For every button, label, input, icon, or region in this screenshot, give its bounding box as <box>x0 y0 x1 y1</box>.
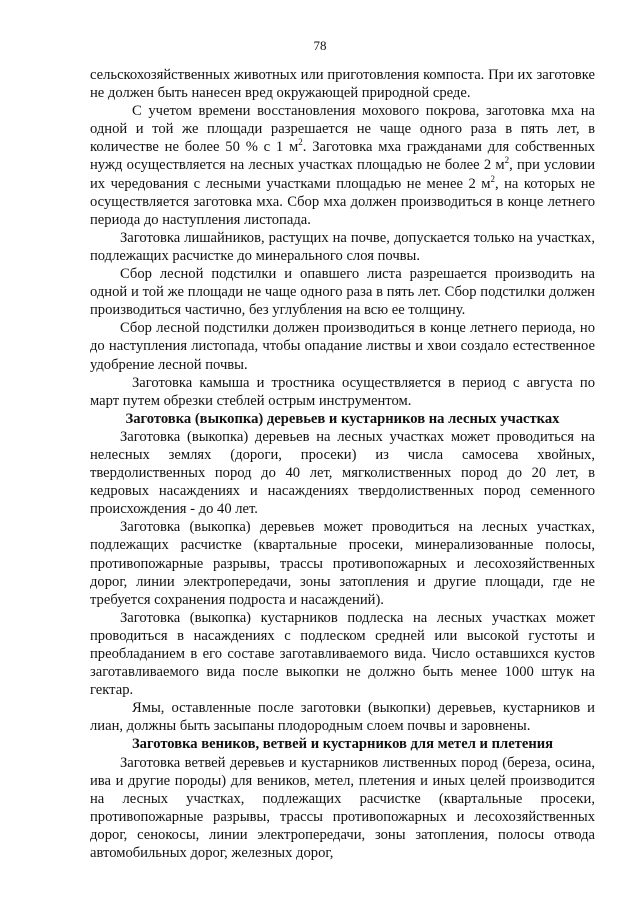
text-fragment: , на которых не осуществляется заготовка мха. Сбор мха должен производиться в конце летнего периода до наступления листопада. <box>90 175 595 228</box>
text-fragment: , при условии их чередования с лесными участками площадью не менее 2 м <box>90 157 596 192</box>
section-heading: Заготовка веников, ветвей и кустарников для метел и плетения <box>131 736 554 753</box>
paragraph: сельскохозяйственных животных или приготовления компоста. При их заготовке не должен быть нанесен вред окружающей природной среде. <box>90 67 595 102</box>
paragraph: Заготовка камыша и тростника осуществляется в период с августа по март путем обрезки стеблей острым инструментом. <box>90 374 595 409</box>
paragraph: Сбор лесной подстилки должен производиться в конце летнего периода, но до наступления листопада, чтобы опадание листвы и хвои создало естественное удобрение лесной почвы. <box>90 320 595 373</box>
page-body <box>90 66 595 862</box>
superscript: 2 <box>504 155 510 166</box>
superscript: 2 <box>490 173 495 184</box>
text-fragment: . Заготовка мха гражданами для собственных нужд осуществляется на лесных участках площадью не более 2 м <box>90 139 596 174</box>
paragraph: Заготовка лишайников, растущих на почве, допускается только на участках, подлежащих расчистке до минерального слоя почвы. <box>90 229 595 264</box>
superscript: 2 <box>298 137 303 148</box>
paragraph: Ямы, оставленные после заготовки (выкопки) деревьев, кустарников и лиан, должны быть засыпаны плодородным слоем почвы и заровнены. <box>90 700 595 735</box>
text-fragment: С учетом времени восстановления мохового покрова, заготовка мха на одной и той же площади разрешается не чаще одного раза в пять лет, в количестве не более 50 % с 1 м <box>90 103 595 156</box>
paragraph-moss <box>90 102 595 229</box>
paragraph: Заготовка (выкопка) кустарников подлеска на лесных участках может проводиться в насаждениях с подлеском средней или высокой густоты и преобладанием в его составе заготавливаемого вида. Число оставшихся кустов заготавливаемого вида после выкопки не должно быть менее 1000 штук на гектар. <box>90 609 595 699</box>
section-heading: Заготовка (выкопка) деревьев и кустарников на лесных участках <box>125 410 560 427</box>
paragraph: Сбор лесной подстилки и опавшего листа разрешается производить на одной и той же площади не чаще одного раза в пять лет. Сбор подстилки должен производиться частично, без углубления на всю ее толщину. <box>90 266 595 319</box>
paragraph: Заготовка (выкопка) деревьев на лесных участках может проводиться на нелесных землях (дороги, просеки) из числа самосева хвойных, твердолиственных пород до 40 лет, мягколиственных пород до 20 лет, в кедровых насаждениях и насаждениях твердолиственных пород семенного происхождения - до 40 лет. <box>90 428 595 518</box>
paragraph: Заготовка ветвей деревьев и кустарников лиственных пород (береза, осина, ива и другие породы) для веников, метел, плетения и иных целей производится на лесных участках, подлежащих расчистке (квартальные просеки, противопожарные разрывы, трассы противопожарных и лесохозяйственных дорог, сенокосы, линии электропередачи, зоны затопления, полосы отвода автомобильных дорог, железных дорог, <box>90 754 595 862</box>
page-number: 78 <box>313 38 327 53</box>
paragraph: Заготовка (выкопка) деревьев может проводиться на лесных участках, подлежащих расчистке (квартальные просеки, минерализованные полосы, противопожарные разрывы, трассы противопожарных и лесохозяйственных дорог, линии электропередачи, зоны затопления и другие площади, где не требуется сохранения подроста и насаждений). <box>90 519 595 608</box>
